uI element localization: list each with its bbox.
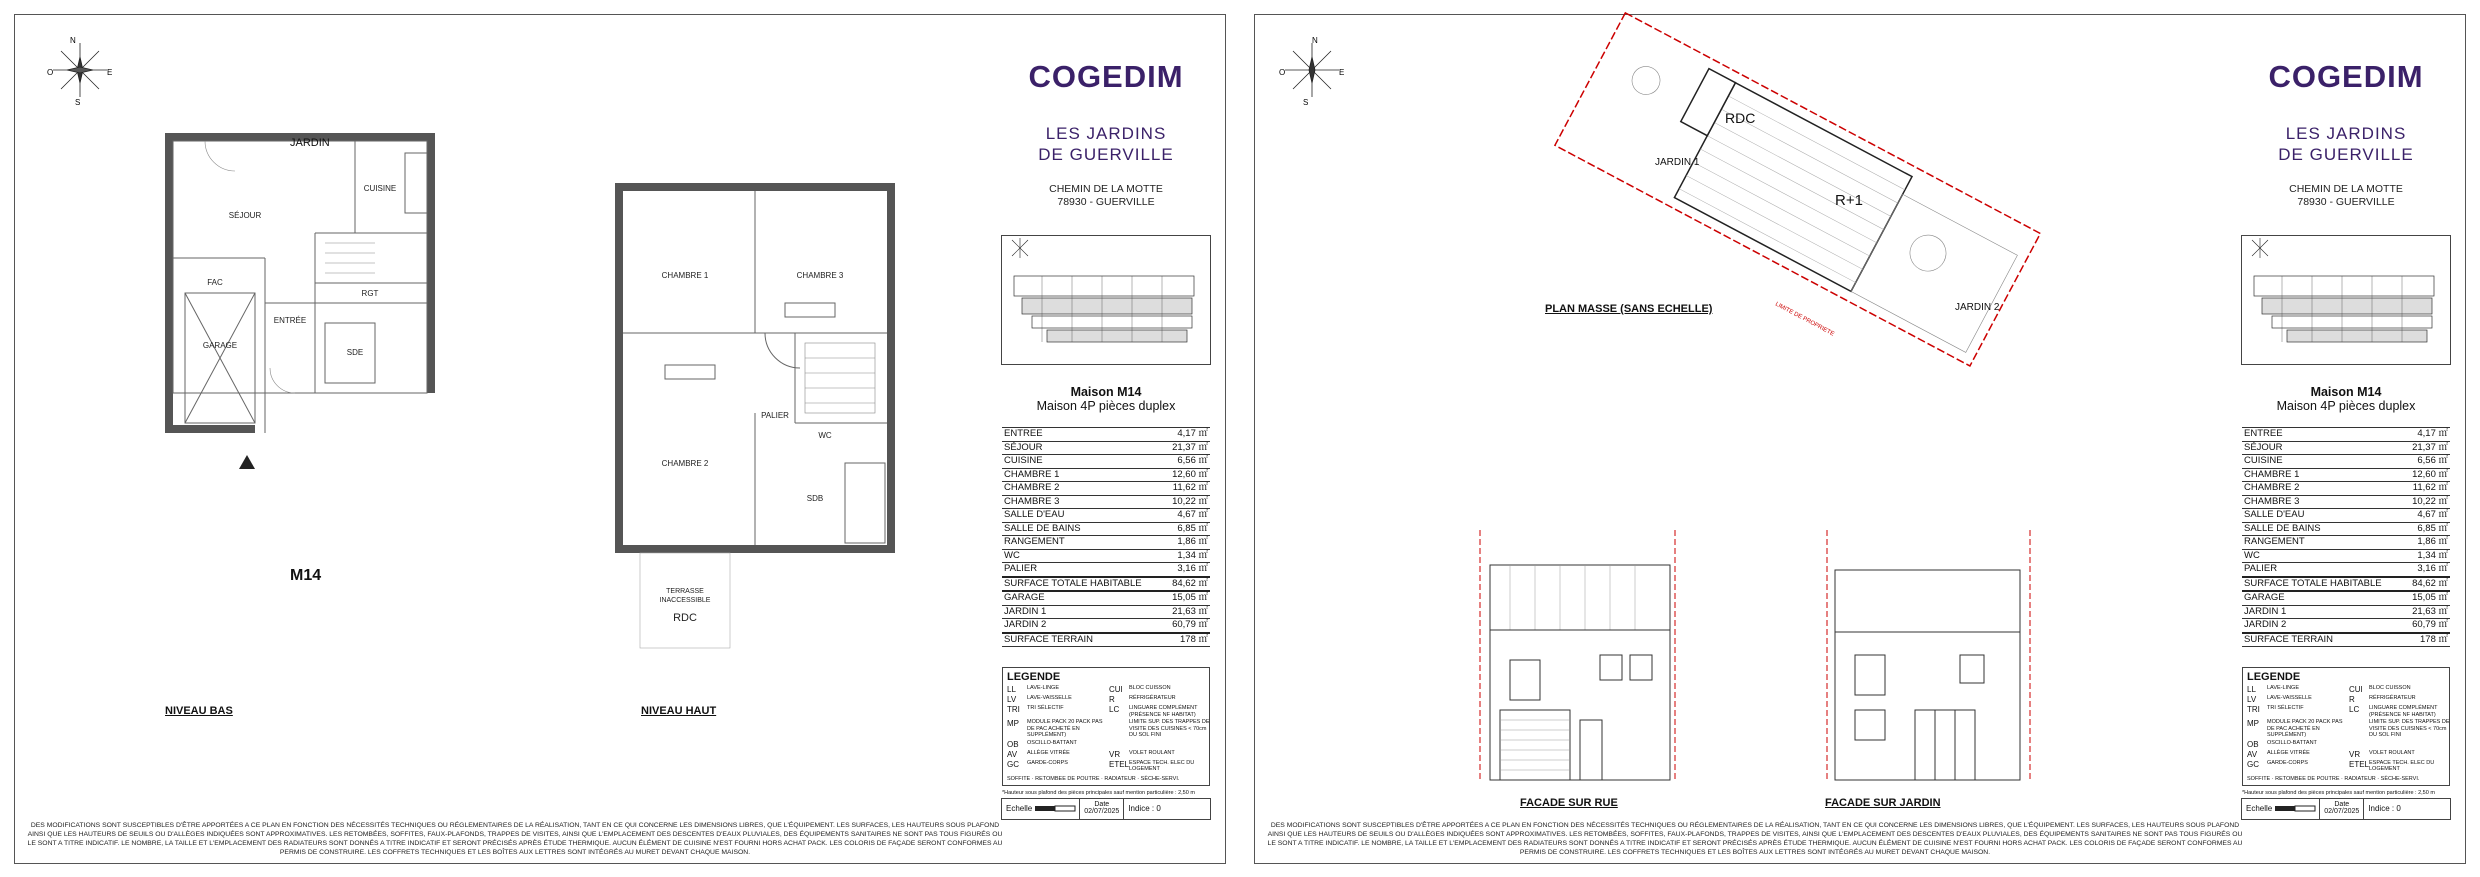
legend-code: MP — [2247, 719, 2259, 728]
model-title: Maison M14 — [1070, 385, 1142, 399]
surface-value: 6,56 ㎡ — [2404, 455, 2450, 469]
legend-text: BLOC CUISSON — [1129, 685, 1171, 691]
legend-code — [2349, 740, 2367, 749]
surface-name: CHAMBRE 3 — [1002, 495, 1164, 509]
surface-value: 4,67 ㎡ — [1164, 509, 1210, 523]
surface-value: 10,22 ㎡ — [1164, 495, 1210, 509]
legend-text: LAVE-VAISSELLE — [1027, 695, 1072, 701]
legend-code: LV — [1007, 695, 1017, 704]
surface-value: 21,63 ㎡ — [2404, 605, 2450, 619]
room-label-sejour: SÉJOUR — [228, 211, 262, 220]
legend-text: TRI SÉLECTIF — [1027, 705, 1064, 711]
disclaimer-text: DES MODIFICATIONS SONT SUSCEPTIBLES D'ÊTRE APPORTÉES A CE PLAN EN FONCTION DES NÉCESSITÉS TECHNIQUES OU RÉGLEMENTAIRES DE LA RÉALISATION, TANT EN CE QUI CONCERNE LES DIMENSIONS LIBRES, QUE L'ÉQUIPEMENT. LES SURFACES, LES HAUTEURS SOUS PLAFOND AINSI QUE LES HAUTEURS DE SEUILS OU D'ALLÈGES INDIQUÉES SONT APPROXIMATIVES. LES RETOMBÉES, SOFFITES, FAUX-PLAFONDS, TRAPPES DE VISITES, AINSI QUE L'EMPLACEMENT DES DESCENTES D'EAUX PLUVIALES, DES ÉQUIPEMENTS SANITAIRES NE SONT PAS TOUS FIGURÉS OU LE SONT A TITRE INDICATIF. LE NOMBRE, LA TAILLE ET L'EMPLACEMENT DES RADIATEURS SONT DONNÉS A TITRE INDICATIF ET SERONT PRÉCISÉS APRÈS ÉTUDE THERMIQUE. AUCUN ÉLÉMENT DE CUISINE N'EST FOURNI HORS ACHAT PACK. LES COLORIS DE FAÇADE SERONT CONFORMES AU PERMIS DE CONSTRUIRE. LES COFFRETS TECHNIQUES ET LES BOÎTES AUX LETTRES SONT INTÉGRÉS AU MURET DEVANT CHAQUE MAISON. — [27, 822, 1003, 856]
surface-name: SURFACE TERRAIN — [1002, 633, 1164, 647]
svg-text:O: O — [1279, 68, 1286, 77]
surface-value: 84,62 ㎡ — [1164, 577, 1210, 592]
legend-code: GC — [2247, 759, 2259, 769]
surface-value: 12,60 ㎡ — [2404, 468, 2450, 482]
legend-text: ESPACE TECH. ELEC DU LOGEMENT — [1129, 759, 1195, 772]
site-garden1-label: JARDIN 1 — [1655, 157, 1700, 168]
svg-text:E: E — [1339, 68, 1345, 77]
surface-value: 60,79 ㎡ — [2404, 619, 2450, 633]
room-label-palier: PALIER — [761, 411, 789, 420]
legend-code: LC — [1109, 705, 1120, 714]
index-label: Indice : 0 — [1128, 804, 1161, 813]
brand-logo: COGEDIM — [1028, 59, 1184, 94]
legend-box: LEGENDE LL LAVE-LINGE CUI BLOC CUISSON LV LAVE-VAISSELLE R RÉFRIGÉRATEUR TRI TRI SÉLECTIF LC LINGUARE COMPLÉMENT (PRÉSENCE NF HABITAT) MP MODULE PACK 20 PACK PAS DE PAC ACHETÉ EN SUPPLÉMENT) LIMITE SUP. DES TRAPPES DE VISITE DES CUISINES < 70cm DU SOL FINI OB OSCILLO-BATTANT AV ALLÈGE VITRÉE VR VOLET ROULANT GC GARDE-CORPS ETEL ESPACE TECH. ELEC DU LOGEMENT SOFFITE · RETOMBEE DE POUTRE · RADIATEUR · SÈCHE-SERVI. — [1002, 667, 1210, 786]
surface-value: 11,62 ㎡ — [2404, 482, 2450, 496]
surface-row — [1002, 563, 1210, 577]
surface-name: CUISINE — [1002, 455, 1164, 469]
legend-code: R — [1109, 695, 1115, 704]
surface-row — [1002, 577, 1210, 592]
unit-label-m14: M14 — [290, 567, 322, 584]
surface-row — [1002, 619, 1210, 633]
legend-code: OB — [1007, 739, 1019, 749]
svg-text:S: S — [75, 98, 81, 107]
legend-code — [2349, 719, 2367, 739]
info-panel — [2235, 29, 2457, 820]
svg-text:E: E — [107, 68, 113, 77]
surface-row — [1002, 522, 1210, 536]
surface-row — [1002, 536, 1210, 550]
surface-row — [2242, 482, 2450, 496]
room-label-chambre-1: CHAMBRE 1 — [661, 271, 709, 280]
surface-name: SALLE DE BAINS — [2242, 522, 2404, 536]
address-line2: 78930 - GUERVILLE — [2297, 196, 2395, 208]
compass-rose-icon — [1277, 35, 1347, 105]
surface-row — [2242, 428, 2450, 442]
date-value: 02/07/2025 — [1084, 807, 1120, 815]
surface-row — [2242, 633, 2450, 647]
site-plan — [1535, 55, 2055, 375]
legend-code: MP — [1007, 719, 1019, 728]
info-panel — [995, 29, 1217, 820]
svg-text:O: O — [47, 68, 54, 77]
legend-box: LEGENDE LL LAVE-LINGE CUI BLOC CUISSON LV LAVE-VAISSELLE R RÉFRIGÉRATEUR TRI TRI SÉLECTIF LC LINGUARE COMPLÉMENT (PRÉSENCE NF HABITAT) MP MODULE PACK 20 PACK PAS DE PAC ACHETÉ EN SUPPLÉMENT) LIMITE SUP. DES TRAPPES DE VISITE DES CUISINES < 70cm DU SOL FINI OB OSCILLO-BATTANT AV ALLÈGE VITRÉE VR VOLET ROULANT GC GARDE-CORPS ETEL ESPACE TECH. ELEC DU LOGEMENT SOFFITE · RETOMBEE DE POUTRE · RADIATEUR · SÈCHE-SERVI. — [2242, 667, 2450, 786]
legend-text: LINGUARE COMPLÉMENT (PRÉSENCE NF HABITAT) — [1129, 705, 1198, 718]
surface-name: WC — [1002, 549, 1164, 563]
surface-name: ENTREE — [2242, 428, 2404, 442]
surface-name: RANGEMENT — [2242, 536, 2404, 550]
scale-label: Echelle — [1006, 804, 1033, 813]
legend-retombee: RETOMBEE DE POUTRE — [1035, 775, 1100, 782]
surface-row — [2242, 509, 2450, 523]
ceiling-height-note: *Hauteur sous plafond des pièces principales sauf mention particulière : 2,50 m — [2242, 789, 2435, 796]
disclaimer-text: DES MODIFICATIONS SONT SUSCEPTIBLES D'ÊTRE APPORTÉES A CE PLAN EN FONCTION DES NÉCESSITÉS TECHNIQUES OU RÉGLEMENTAIRES DE LA RÉALISATION, TANT EN CE QUI CONCERNE LES DIMENSIONS LIBRES, QUE L'ÉQUIPEMENT. LES SURFACES, LES HAUTEURS SOUS PLAFOND AINSI QUE LES HAUTEURS DE SEUILS OU D'ALLÈGES INDIQUÉES SONT APPROXIMATIVES. LES RETOMBÉES, SOFFITES, FAUX-PLAFONDS, TRAPPES DE VISITES, AINSI QUE L'EMPLACEMENT DES DESCENTES D'EAUX PLUVIALES, DES ÉQUIPEMENTS SANITAIRES NE SONT PAS TOUS FIGURÉS OU LE SONT A TITRE INDICATIF. LE NOMBRE, LA TAILLE ET L'EMPLACEMENT DES RADIATEURS SONT DONNÉS A TITRE INDICATIF ET SERONT PRÉCISÉS APRÈS ÉTUDE THERMIQUE. AUCUN ÉLÉMENT DE CUISINE N'EST FOURNI HORS ACHAT PACK. LES COLORIS DE FAÇADE SERONT CONFORMES AU PERMIS DE CONSTRUIRE. LES COFFRETS TECHNIQUES ET LES BOÎTES AUX LETTRES SONT INTÉGRÉS AU MURET DEVANT CHAQUE MAISON. — [1267, 822, 2243, 856]
surface-row — [1002, 455, 1210, 469]
legend-text: TRI SÉLECTIF — [2267, 705, 2304, 711]
surface-row — [2242, 468, 2450, 482]
surface-value: 1,86 ㎡ — [2404, 536, 2450, 550]
surface-value: 178 ㎡ — [1164, 633, 1210, 647]
surface-row — [2242, 619, 2450, 633]
terrace-label: TERRASSE — [666, 588, 704, 595]
floor-plan-upper-level — [615, 183, 905, 653]
surface-row — [2242, 455, 2450, 469]
room-label-sde: SDE — [346, 348, 364, 357]
surface-name: JARDIN 2 — [1002, 619, 1164, 633]
surface-table — [2242, 427, 2450, 647]
surface-name: JARDIN 1 — [1002, 605, 1164, 619]
legend-title: LEGENDE — [1007, 671, 1061, 683]
surface-value: 84,62 ㎡ — [2404, 577, 2450, 592]
title-block — [1001, 798, 1211, 820]
svg-text:N: N — [70, 36, 76, 45]
legend-code: TRI — [2247, 705, 2260, 714]
surface-row — [1002, 428, 1210, 442]
legend-soffite: SOFFITE — [2247, 775, 2271, 782]
surface-value: 15,05 ㎡ — [1164, 591, 1210, 605]
project-name-line2: DE GUERVILLE — [1038, 145, 1174, 164]
surface-value: 3,16 ㎡ — [1164, 563, 1210, 577]
legend-retombee: RETOMBEE DE POUTRE — [2275, 775, 2340, 782]
surface-row — [2242, 536, 2450, 550]
legend-text: ESPACE TECH. ELEC DU LOGEMENT — [2369, 759, 2435, 772]
legend-text — [2369, 740, 2453, 749]
surface-value: 1,86 ㎡ — [1164, 536, 1210, 550]
site-r1-label: R+1 — [1835, 192, 1863, 209]
level-title-lower: NIVEAU BAS — [165, 705, 233, 717]
legend-text: GARDE-CORPS — [2267, 759, 2308, 766]
brand-logo: COGEDIM — [2268, 59, 2424, 94]
surface-value: 21,37 ㎡ — [1164, 441, 1210, 455]
surface-row — [2242, 563, 2450, 577]
surface-name: CUISINE — [2242, 455, 2404, 469]
model-subtitle: Maison 4P pièces duplex — [2276, 399, 2416, 413]
level-title-upper: NIVEAU HAUT — [641, 705, 717, 717]
surface-name: SÉJOUR — [1002, 441, 1164, 455]
address-line1: CHEMIN DE LA MOTTE — [1049, 183, 1163, 195]
surface-value: 15,05 ㎡ — [2404, 591, 2450, 605]
facade-street-title: FACADE SUR RUE — [1520, 797, 1618, 809]
surface-value: 1,34 ㎡ — [2404, 549, 2450, 563]
surface-row — [1002, 468, 1210, 482]
surface-row — [2242, 522, 2450, 536]
legend-radiateur: RADIATEUR — [2344, 775, 2376, 782]
surface-value: 4,17 ㎡ — [2404, 428, 2450, 442]
room-label-chambre-3: CHAMBRE 3 — [796, 271, 844, 280]
surface-row — [2242, 549, 2450, 563]
facade-garden-title: FACADE SUR JARDIN — [1825, 797, 1941, 809]
surface-name: JARDIN 1 — [2242, 605, 2404, 619]
legend-text: OSCILLO-BATTANT — [1027, 739, 1077, 746]
legend-text: LAVE-VAISSELLE — [2267, 695, 2312, 701]
surface-value: 3,16 ㎡ — [2404, 563, 2450, 577]
legend-code: CUI — [2349, 685, 2363, 694]
compass-rose-icon — [45, 35, 115, 105]
surface-name: CHAMBRE 2 — [1002, 482, 1164, 496]
surface-name: JARDIN 2 — [2242, 619, 2404, 633]
location-map — [1001, 235, 1211, 365]
svg-text:N: N — [1312, 36, 1318, 45]
legend-text: LAVE-LINGE — [2267, 685, 2299, 691]
surface-value: 60,79 ㎡ — [1164, 619, 1210, 633]
surface-name: SURFACE TERRAIN — [2242, 633, 2404, 647]
rdc-label: RDC — [673, 612, 697, 624]
legend-text: BLOC CUISSON — [2369, 685, 2411, 691]
legend-text: GARDE-CORPS — [1027, 759, 1068, 766]
surface-row — [1002, 441, 1210, 455]
room-label-cuisine: CUISINE — [363, 184, 397, 193]
surface-row — [2242, 605, 2450, 619]
surface-row — [2242, 591, 2450, 605]
legend-text: MODULE PACK 20 PACK PAS DE PAC ACHETÉ EN SUPPLÉMENT) — [1027, 719, 1103, 738]
address-line1: CHEMIN DE LA MOTTE — [2289, 183, 2403, 195]
legend-code: LL — [1007, 685, 1016, 694]
site-plan-title: PLAN MASSE (SANS ECHELLE) — [1545, 303, 1713, 315]
date-label: Date — [1094, 800, 1110, 808]
surface-name: SURFACE TOTALE HABITABLE — [2242, 577, 2404, 592]
legend-text: LAVE-LINGE — [1027, 685, 1059, 691]
legend-text: LINGUARE COMPLÉMENT (PRÉSENCE NF HABITAT) — [2369, 705, 2438, 718]
surface-value: 4,17 ㎡ — [1164, 428, 1210, 442]
legend-soffite: SOFFITE — [1007, 775, 1031, 782]
site-rdc-label: RDC — [1725, 110, 1756, 126]
legend-text: VOLET ROULANT — [1129, 749, 1175, 756]
plan-sheet-levels — [14, 14, 1226, 864]
surface-name: SALLE D'EAU — [1002, 509, 1164, 523]
legend-code: R — [2349, 695, 2355, 704]
legend-code: OB — [2247, 739, 2259, 749]
surface-value: 21,37 ㎡ — [2404, 441, 2450, 455]
legend-seche: SÈCHE-SERVI. — [1140, 775, 1180, 782]
location-map — [2241, 235, 2451, 365]
surface-value: 6,85 ㎡ — [1164, 522, 1210, 536]
legend-code: ETEL — [2349, 759, 2370, 769]
legend-code: VR — [2349, 749, 2361, 759]
scale-bar-icon — [1035, 806, 1075, 812]
legend-code: VR — [1109, 749, 1121, 759]
scale-bar-icon — [2275, 806, 2315, 812]
surface-name: SURFACE TOTALE HABITABLE — [1002, 577, 1164, 592]
model-subtitle: Maison 4P pièces duplex — [1036, 399, 1176, 413]
property-limit-label: LIMITE DE PROPRIETE — [1774, 301, 1835, 338]
scale-label: Echelle — [2246, 804, 2273, 813]
svg-text:S: S — [1303, 98, 1309, 107]
surface-name: WC — [2242, 549, 2404, 563]
surface-name: SALLE DE BAINS — [1002, 522, 1164, 536]
legend-text: RÉFRIGÉRATEUR — [1129, 695, 1176, 701]
surface-row — [1002, 495, 1210, 509]
legend-code: AV — [2247, 749, 2258, 759]
legend-text: OSCILLO-BATTANT — [2267, 739, 2317, 746]
legend-text: VOLET ROULANT — [2369, 749, 2415, 756]
legend-text: RÉFRIGÉRATEUR — [2369, 695, 2416, 701]
title-block — [2241, 798, 2451, 820]
surface-value: 6,56 ㎡ — [1164, 455, 1210, 469]
surface-value: 10,22 ㎡ — [2404, 495, 2450, 509]
surface-value: 21,63 ㎡ — [1164, 605, 1210, 619]
legend-code: CUI — [1109, 685, 1123, 694]
surface-row — [1002, 549, 1210, 563]
project-name-line2: DE GUERVILLE — [2278, 145, 2414, 164]
surface-name: SALLE D'EAU — [2242, 509, 2404, 523]
surface-row — [1002, 591, 1210, 605]
surface-name: CHAMBRE 2 — [2242, 482, 2404, 496]
index-label: Indice : 0 — [2368, 804, 2401, 813]
surface-value: 11,62 ㎡ — [1164, 482, 1210, 496]
surface-name: RANGEMENT — [1002, 536, 1164, 550]
surface-value: 178 ㎡ — [2404, 633, 2450, 647]
surface-value: 6,85 ㎡ — [2404, 522, 2450, 536]
surface-row — [2242, 441, 2450, 455]
surface-row — [1002, 605, 1210, 619]
surface-name: SÉJOUR — [2242, 441, 2404, 455]
floor-plan-lower-level — [165, 133, 475, 453]
legend-code: ETEL — [1109, 759, 1130, 769]
room-label-entree: ENTRÉE — [273, 316, 307, 325]
legend-code: LC — [2349, 705, 2360, 714]
surface-row — [1002, 509, 1210, 523]
surface-name: CHAMBRE 1 — [2242, 468, 2404, 482]
ceiling-height-note: *Hauteur sous plafond des pièces principales sauf mention particulière : 2,50 m — [1002, 789, 1195, 796]
surface-name: ENTREE — [1002, 428, 1164, 442]
legend-text: ALLÈGE VITRÉE — [1027, 749, 1070, 756]
surface-row — [1002, 482, 1210, 496]
legend-code: LL — [2247, 685, 2256, 694]
legend-code: AV — [1007, 749, 1018, 759]
legend-code — [1109, 740, 1127, 749]
legend-text: ALLÈGE VITRÉE — [2267, 749, 2310, 756]
surface-row — [2242, 577, 2450, 592]
legend-text — [1129, 740, 1213, 749]
legend-text: MODULE PACK 20 PACK PAS DE PAC ACHETÉ EN SUPPLÉMENT) — [2267, 719, 2343, 738]
surface-value: 1,34 ㎡ — [1164, 549, 1210, 563]
room-label-sdb: SDB — [806, 494, 824, 503]
room-label-chambre-2: CHAMBRE 2 — [661, 459, 709, 468]
address-line2: 78930 - GUERVILLE — [1057, 196, 1155, 208]
legend-text: LIMITE SUP. DES TRAPPES DE VISITE DES CUISINES < 70cm DU SOL FINI — [1129, 719, 1210, 738]
room-label-garage: GARAGE — [202, 341, 238, 350]
surface-name: CHAMBRE 3 — [2242, 495, 2404, 509]
surface-row — [2242, 495, 2450, 509]
project-name-line1: LES JARDINS — [1045, 124, 1167, 143]
model-title: Maison M14 — [2310, 385, 2382, 399]
legend-seche: SÈCHE-SERVI. — [2380, 775, 2420, 782]
legend-text: LIMITE SUP. DES TRAPPES DE VISITE DES CUISINES < 70cm DU SOL FINI — [2369, 719, 2450, 738]
surface-name: GARAGE — [2242, 591, 2404, 605]
surface-name: GARAGE — [1002, 591, 1164, 605]
plan-sheet-site-facades — [1254, 14, 2466, 864]
legend-title: LEGENDE — [2247, 671, 2301, 683]
surface-row — [1002, 633, 1210, 647]
surface-value: 4,67 ㎡ — [2404, 509, 2450, 523]
project-name-line1: LES JARDINS — [2285, 124, 2407, 143]
legend-radiateur: RADIATEUR — [1104, 775, 1136, 782]
room-label-fac: FAC — [207, 278, 223, 287]
legend-code: LV — [2247, 695, 2257, 704]
legend-code: TRI — [1007, 705, 1020, 714]
facade-street — [1480, 520, 1680, 790]
surface-name: PALIER — [1002, 563, 1164, 577]
surface-value: 12,60 ㎡ — [1164, 468, 1210, 482]
legend-code: GC — [1007, 759, 1019, 769]
surface-table — [1002, 427, 1210, 647]
surface-name: CHAMBRE 1 — [1002, 468, 1164, 482]
garden-label: JARDIN — [290, 137, 330, 149]
date-value: 02/07/2025 — [2324, 807, 2360, 815]
facade-garden — [1825, 520, 2035, 790]
site-garden2-label: JARDIN 2 — [1955, 302, 2000, 313]
legend-code — [1109, 719, 1127, 739]
room-label-wc: WC — [818, 431, 832, 440]
room-label-rgt: RGT — [361, 289, 379, 298]
surface-name: PALIER — [2242, 563, 2404, 577]
terrace-sublabel: INACCESSIBLE — [659, 597, 711, 604]
date-label: Date — [2334, 800, 2350, 808]
